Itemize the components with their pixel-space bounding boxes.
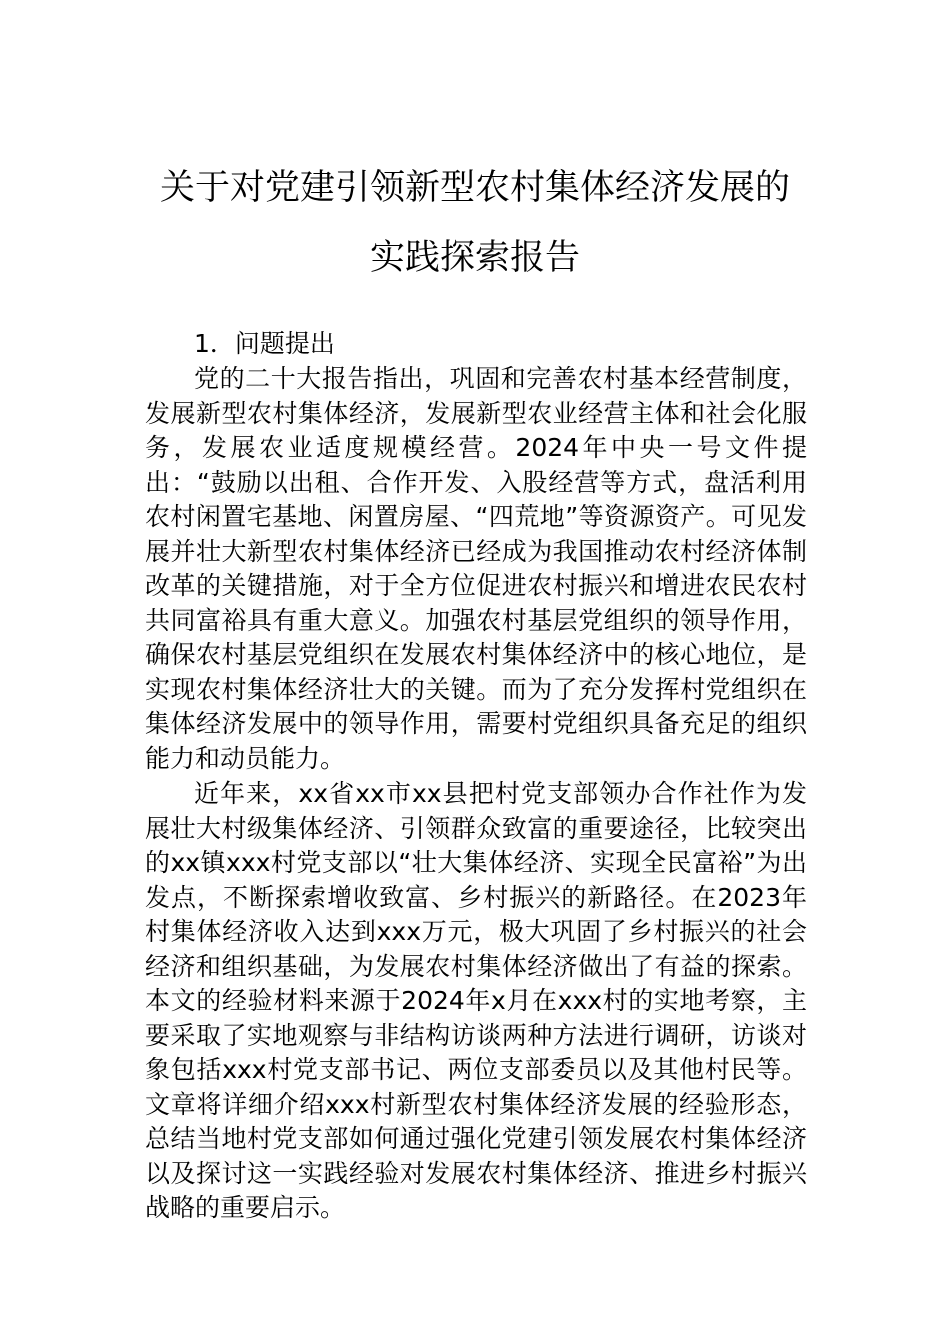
body-paragraph-1: 党的二十大报告指出，巩固和完善农村基本经营制度，发展新型农村集体经济，发展新型农业经营主体和社会化服务，发展农业适度规模经营。2024年中央一号文件提出：“鼓励以出租、合作开发、入股经营等方式，盘活利用农村闲置宅基地、闲置房屋、“四荒地”等资源资产。可见发展并壮大新型农村集体经济已经成为我国推动农村经济体制改革的关键措施，对于全方位促进农村振兴和增进农民农村共同富裕具有重大意义。加强农村基层党组织的领导作用，确保农村基层党组织在发展农村集体经济中的核心地位，是实现农村集体经济壮大的关键。而为了充分发挥村党组织在集体经济发展中的领导作用，需要村党组织具备充足的组织能力和动员能力。 [145,364,807,773]
document-title-line-1: 关于对党建引领新型农村集体经济发展的 [159,168,790,208]
body-paragraph-2: 近年来，xx省xx市xx县把村党支部领办合作社作为发展壮大村级集体经济、引领群众致富的重要途径，比较突出的xx镇xxx村党支部以“壮大集体经济、实现全民富裕”为出发点，不断探索增收致富、乡村振兴的新路径。在2023年村集体经济收入达到xxx万元，极大巩固了乡村振兴的社会经济和组织基础，为发展农村集体经济做出了有益的探索。本文的经验材料来源于2024年x月在xxx村的实地考察，主要采取了实地观察与非结构访谈两种方法进行调研，访谈对象包括xxx村党支部书记、两位支部委员以及其他村民等。文章将详细介绍xxx村新型农村集体经济发展的经验形态，总结当地村党支部如何通过强化党建引领发展农村集体经济以及探讨这一实践经验对发展农村集体经济、推进乡村振兴战略的重要启示。 [145,779,807,1222]
section-heading: 1．问题提出 [194,329,335,358]
document-title-line-2: 实践探索报告 [369,238,580,278]
